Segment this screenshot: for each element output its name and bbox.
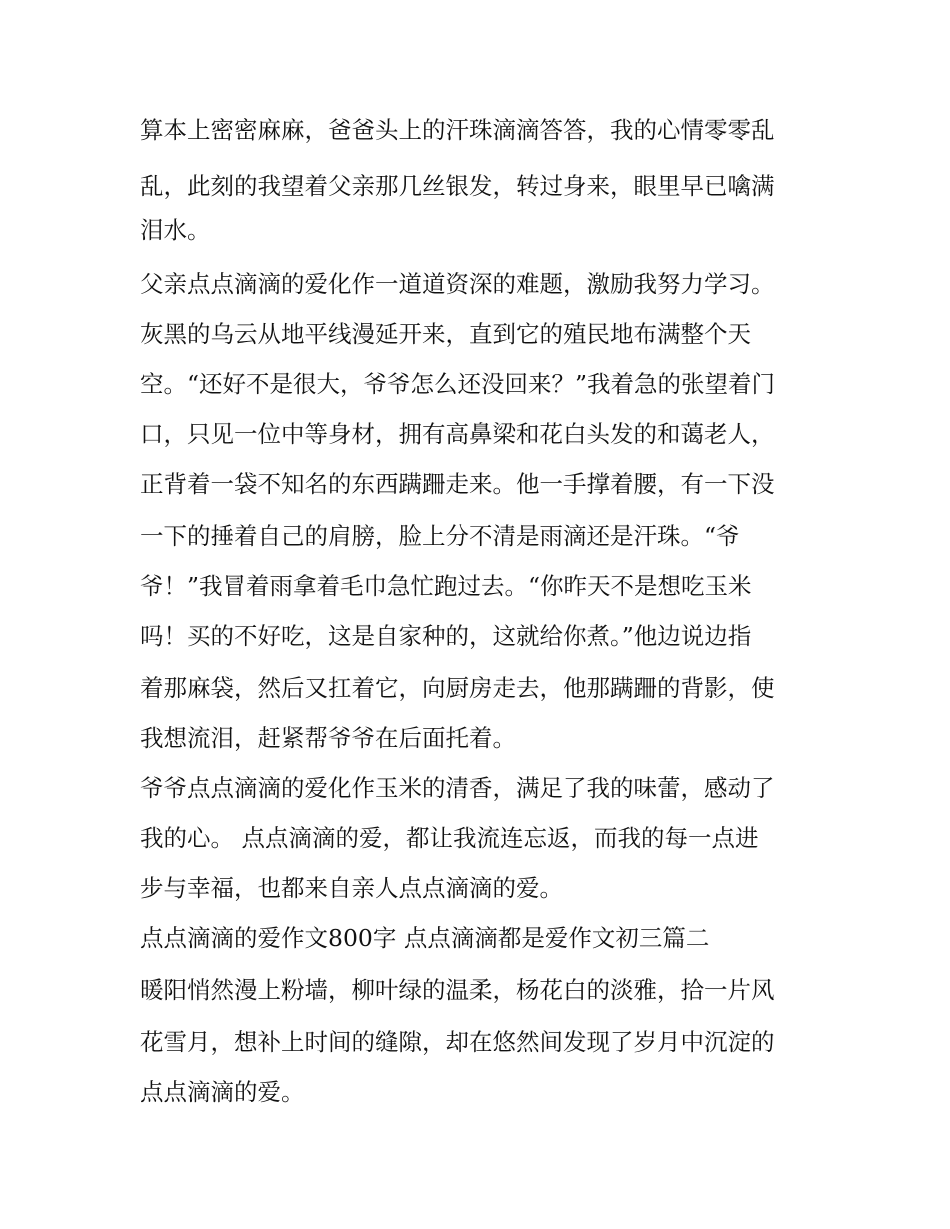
text-line: 算本上密密麻麻，爸爸头上的汗珠滴滴答答，我的心情零零乱 <box>140 116 775 144</box>
text-line: 灰黑的乌云从地平线漫延开来，直到它的殖民地布满整个天 <box>140 320 751 348</box>
text-line: 吗！买的不好吃，这是自家种的，这就给你煮。”他边说边指 <box>140 622 752 650</box>
text-line: 花雪月，想补上时间的缝隙，却在悠然间发现了岁月中沉淀的 <box>140 1028 775 1056</box>
text-line: 乱，此刻的我望着父亲那几丝银发，转过身来，眼里早已噙满 <box>140 172 775 200</box>
text-line: 父亲点点滴滴的爱化作一道道资深的难题，激励我努力学习。 <box>140 270 775 298</box>
text-line: 点点滴滴的爱。 <box>140 1078 305 1106</box>
text-line: 我的心。 点点滴滴的爱，都让我流连忘返，而我的每一点进 <box>140 824 759 852</box>
text-line: 爷！”我冒着雨拿着毛巾急忙跑过去。“你昨天不是想吃玉米 <box>140 572 752 600</box>
text-line: 暖阳悄然漫上粉墙，柳叶绿的温柔，杨花白的淡雅，拾一片风 <box>140 976 775 1004</box>
text-line: 正背着一袋不知名的东西蹒跚走来。他一手撑着腰，有一下没 <box>140 470 775 498</box>
text-line: 一下的捶着自己的肩膀，脸上分不清是雨滴还是汗珠。“爷 <box>140 522 740 550</box>
text-line: 我想流泪，赶紧帮爷爷在后面托着。 <box>140 724 516 752</box>
text-line: 空。“还好不是很大，爷爷怎么还没回来？”我着急的张望着门 <box>140 370 776 398</box>
text-line: 爷爷点点滴滴的爱化作玉米的清香，满足了我的味蕾，感动了 <box>140 774 775 802</box>
section-heading: 点点滴滴的爱作文800字 点点滴滴都是爱作文初三篇二 <box>140 924 710 952</box>
text-line: 口，只见一位中等身材，拥有高鼻梁和花白头发的和蔼老人， <box>140 420 775 448</box>
text-line: 步与幸福，也都来自亲人点点滴滴的爱。 <box>140 874 563 902</box>
text-line: 泪水。 <box>140 216 211 244</box>
text-line: 着那麻袋，然后又扛着它，向厨房走去，他那蹒跚的背影，使 <box>140 674 775 702</box>
